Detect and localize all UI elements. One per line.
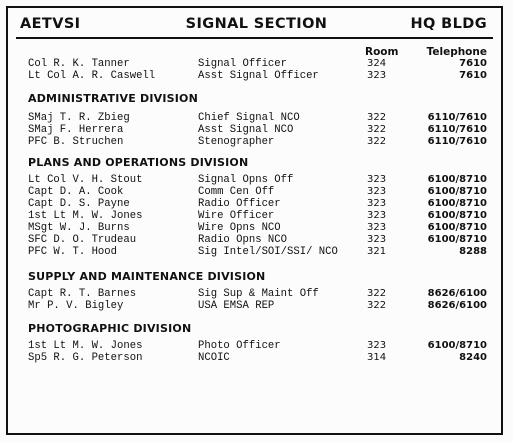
person-title: NCOIC xyxy=(198,352,230,364)
person-name: Capt D. A. Cook xyxy=(28,186,124,198)
person-name: 1st Lt M. W. Jones xyxy=(28,340,143,352)
telephone-number: 6100/8710 xyxy=(427,198,487,209)
telephone-number: 6110/7610 xyxy=(427,112,487,123)
person-name: Col R. K. Tanner xyxy=(28,58,130,70)
directory-row xyxy=(8,222,501,234)
directory-row xyxy=(8,340,501,352)
office-code: AETVSI xyxy=(20,16,81,32)
room-number: 323 xyxy=(367,70,387,81)
directory-row xyxy=(8,174,501,186)
telephone-number: 6110/7610 xyxy=(427,124,487,135)
person-name: Lt Col A. R. Caswell xyxy=(28,70,156,82)
section-heading: ADMINISTRATIVE DIVISION xyxy=(28,92,198,105)
person-title: Wire Opns NCO xyxy=(198,222,281,234)
room-number: 324 xyxy=(367,58,387,69)
telephone-number: 7610 xyxy=(459,70,487,81)
person-name: Mr P. V. Bigley xyxy=(28,300,124,312)
section-heading: PHOTOGRAPHIC DIVISION xyxy=(28,322,192,335)
telephone-number: 6100/8710 xyxy=(427,210,487,221)
person-name: 1st Lt M. W. Jones xyxy=(28,210,143,222)
header-rule xyxy=(16,37,493,39)
room-number: 323 xyxy=(367,234,387,245)
person-title: Photo Officer xyxy=(198,340,281,352)
room-number: 322 xyxy=(367,112,387,123)
room-number: 314 xyxy=(367,352,387,363)
telephone-number: 8288 xyxy=(459,246,487,257)
person-name: SFC D. O. Trudeau xyxy=(28,234,137,246)
person-title: Chief Signal NCO xyxy=(198,112,300,124)
person-title: Sig Intel/SOI/SSI/ NCO xyxy=(198,246,338,258)
directory-row xyxy=(8,58,501,70)
directory-row xyxy=(8,112,501,124)
directory-row xyxy=(8,136,501,148)
person-name: Capt R. T. Barnes xyxy=(28,288,137,300)
person-title: Radio Opns NCO xyxy=(198,234,288,246)
telephone-number: 8240 xyxy=(459,352,487,363)
person-name: PFC W. T. Hood xyxy=(28,246,118,258)
telephone-number: 6100/8710 xyxy=(427,174,487,185)
directory-row xyxy=(8,198,501,210)
person-name: SMaj F. Herrera xyxy=(28,124,124,136)
person-name: Capt D. S. Payne xyxy=(28,198,130,210)
person-title: Signal Opns Off xyxy=(198,174,294,186)
telephone-number: 8626/6100 xyxy=(427,288,487,299)
telephone-number: 6100/8710 xyxy=(427,186,487,197)
building-label: HQ BLDG xyxy=(410,16,487,32)
directory-row xyxy=(8,210,501,222)
person-title: Signal Officer xyxy=(198,58,288,70)
person-title: Sig Sup & Maint Off xyxy=(198,288,319,300)
person-title: Wire Officer xyxy=(198,210,275,222)
room-number: 323 xyxy=(367,210,387,221)
room-number: 322 xyxy=(367,136,387,147)
directory-row xyxy=(8,288,501,300)
room-number: 322 xyxy=(367,124,387,135)
directory-row xyxy=(8,246,501,258)
directory-row xyxy=(8,70,501,82)
person-name: MSgt W. J. Burns xyxy=(28,222,130,234)
telephone-number: 6110/7610 xyxy=(427,136,487,147)
directory-row xyxy=(8,186,501,198)
room-number: 323 xyxy=(367,340,387,351)
room-number: 323 xyxy=(367,174,387,185)
room-number: 321 xyxy=(367,246,387,257)
room-number: 323 xyxy=(367,186,387,197)
person-title: Stenographer xyxy=(198,136,275,148)
person-title: USA EMSA REP xyxy=(198,300,275,312)
section-heading: SUPPLY AND MAINTENANCE DIVISION xyxy=(28,270,266,283)
directory-box xyxy=(6,6,503,435)
telephone-number: 6100/8710 xyxy=(427,340,487,351)
room-number: 322 xyxy=(367,288,387,299)
person-title: Comm Cen Off xyxy=(198,186,275,198)
person-name: PFC B. Struchen xyxy=(28,136,124,148)
section-title: SIGNAL SECTION xyxy=(185,16,328,32)
person-name: Sp5 R. G. Peterson xyxy=(28,352,143,364)
telephone-number: 8626/6100 xyxy=(427,300,487,311)
room-number: 323 xyxy=(367,222,387,233)
directory-row xyxy=(8,234,501,246)
person-name: SMaj T. R. Zbieg xyxy=(28,112,130,124)
directory-row xyxy=(8,352,501,364)
telephone-number: 7610 xyxy=(459,58,487,69)
directory-row xyxy=(8,300,501,312)
person-name: Lt Col V. H. Stout xyxy=(28,174,143,186)
telephone-number: 6100/8710 xyxy=(427,234,487,245)
room-number: 322 xyxy=(367,300,387,311)
telephone-number: 6100/8710 xyxy=(427,222,487,233)
room-number: 323 xyxy=(367,198,387,209)
room-column-header: Room xyxy=(365,46,399,58)
telephone-column-header: Telephone xyxy=(426,46,487,58)
section-heading: PLANS AND OPERATIONS DIVISION xyxy=(28,156,249,169)
person-title: Asst Signal NCO xyxy=(198,124,294,136)
person-title: Asst Signal Officer xyxy=(198,70,319,82)
person-title: Radio Officer xyxy=(198,198,281,210)
directory-row xyxy=(8,124,501,136)
